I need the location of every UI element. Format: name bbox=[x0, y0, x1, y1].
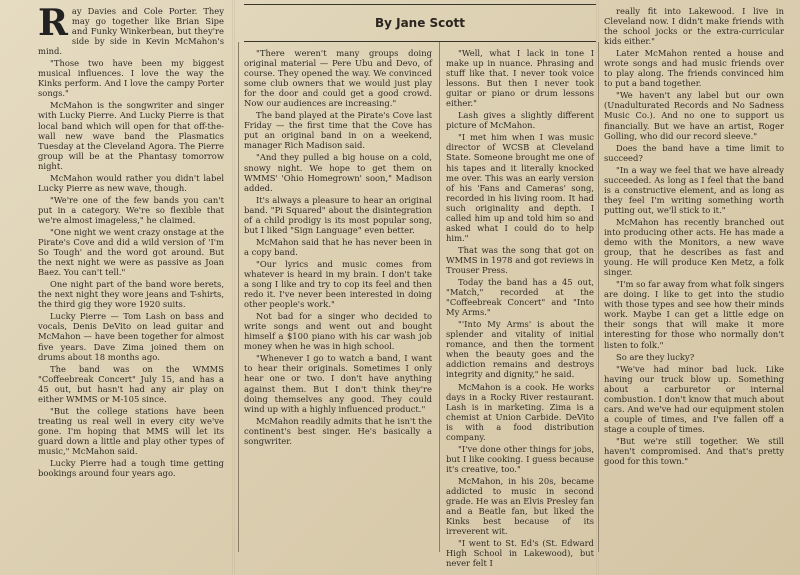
article-column-4 bbox=[604, 6, 784, 468]
article-paragraph: So are they lucky? bbox=[616, 351, 695, 362]
article-paragraph: It's always a pleasure to hear an original band. "Pi Squared" about the disintegration of a child prodigy is its most popular song, but I liked "Sign Language" even better. bbox=[244, 194, 432, 235]
article-paragraph: "One night we went crazy onstage at the Pirate's Cove and did a wild version of 'I'm So Tough' and the word got around. But the next night we were as passive as Joan Baez. You can't tell." bbox=[38, 226, 224, 278]
article-paragraph: "Whenever I go to watch a band, I want to hear their originals. Sometimes I only hear one or two. I don't have anything against them. But I don't think they're doing themselves any good. They could wind up with a highly influenced product." bbox=[244, 353, 432, 414]
column-rule bbox=[439, 42, 440, 552]
article-paragraph: "And they pulled a big house on a cold, snowy night. We hope to get them on WMMS' 'Ohio Homegrown' soon," Madison added. bbox=[244, 152, 432, 193]
article-paragraph: Does the band have a time limit to succeed? bbox=[604, 142, 784, 163]
column-rule bbox=[598, 42, 599, 552]
article-column-3 bbox=[446, 48, 594, 570]
column-body bbox=[38, 58, 224, 478]
article-paragraph: "We've had minor bad luck. Like having our truck blow up. Something about a carburetor or internal combustion. I don't know that much about cars. And we've had our equipment stolen a couple of times, and I've fallen off a stage a couple of times. bbox=[604, 363, 784, 434]
article-paragraph: "We haven't any label but our own (Unadulturated Records and No Sadness Music Co.). And no one to support us financially. But we have an artist, Roger Golling, who did our record sleeve." bbox=[604, 90, 784, 141]
article-paragraph: Lucky Pierre — Tom Lash on bass and vocals, Denis DeVito on lead guitar and McMahon — have been together for almost five years. Dave Zima joined them on drums about 18 months ago. bbox=[38, 311, 224, 362]
article-paragraph: "I met him when I was music director of WCSB at Cleveland State. Someone brought me one of his tapes and it literally knocked me over. This was an early version of his 'Fans and Cameras' song, recorded in his living room. It had such originality and depth. I called him up and told him so and asked what I could do to help him." bbox=[446, 132, 594, 243]
article-paragraph: "I went to St. Ed's (St. Edward High School in Lakewood), but never felt I bbox=[446, 538, 594, 569]
article-paragraph: Today the band has a 45 out, "Match," recorded at the "Coffeebreak Concert" and "Into My Arms." bbox=[446, 277, 594, 318]
article-paragraph: McMahon is the songwriter and singer with Lucky Pierre. And Lucky Pierre is that local band which will open for that off-the-wall new wave band the Plasmatics Tuesday at the Cleveland Agora. The Pierre group will be at the Phantasy tomorrow night. bbox=[38, 100, 224, 171]
article-column-2 bbox=[244, 48, 432, 448]
article-paragraph: That was the song that got on WMMS in 1978 and got reviews in Trouser Press. bbox=[446, 244, 594, 275]
article-paragraph: "I've done other things for jobs, but I like cooking. I guess because it's creative, too." bbox=[446, 443, 594, 474]
article-paragraph: One night part of the band wore berets, the next night they wore jeans and T-shirts, the third gig they wore 1920 suits. bbox=[38, 279, 224, 310]
lead-paragraph bbox=[38, 2, 224, 57]
article-paragraph: Lucky Pierre had a tough time getting bookings around four years ago. bbox=[38, 458, 224, 479]
article-paragraph: "Well, what I lack in tone I make up in nuance. Phrasing and stuff like that. I never took voice lessons. But then I never took guitar or piano or drum lessons either." bbox=[446, 48, 594, 109]
byline-bar bbox=[244, 4, 596, 42]
article-paragraph: "I'm so far away from what folk singers are doing. I like to get into the studio with those types and see how their minds work. Maybe I can get a little edge on their songs that will make it more interesting for those who normally don't listen to folk." bbox=[604, 279, 784, 350]
paper-crease bbox=[232, 0, 235, 575]
article-paragraph: "We're one of the few bands you can't put in a category. We're so flexible that we're almost imageless," he claimed. bbox=[38, 194, 224, 225]
column-body bbox=[604, 6, 784, 466]
article-paragraph: "Those two have been my biggest musical influences. I love the way the Kinks perform. And I love the campy Porter songs." bbox=[38, 58, 224, 99]
article-paragraph: McMahon has recently branched out into producing other acts. He has made a demo with the Monitors, a new wave group, that he describes as fast and young. He will produce Ken Metz, a folk singer. bbox=[604, 216, 784, 278]
article-paragraph: "In a way we feel that we have already succeeded. As long as I feel that the band is a constructive element, and as long as they feel I'm writing something worth putting out, we'll stick to it." bbox=[604, 164, 784, 215]
article-paragraph: "There weren't many groups doing original material — Pere Ubu and Devo, of course. They opened the way. We convinced some club owners that we would just play for the door and could get a good crowd. Now our audiences are increasing." bbox=[244, 48, 432, 109]
article-paragraph: Not bad for a singer who decided to write songs and went out and bought himself a $100 piano with his car wash job money when he was in high school. bbox=[244, 311, 432, 352]
article-column-1 bbox=[38, 2, 224, 480]
article-paragraph: "But we're still together. We still haven't compromised. And that's pretty good for this town." bbox=[604, 435, 784, 467]
article-paragraph: "Our lyrics and music comes from whatever is heard in my brain. I don't take a song I like and try to cop its feel and then redo it. I've never been interested in doing other people's work." bbox=[244, 258, 432, 310]
article-paragraph: McMahon would rather you didn't label Lucky Pierre as new wave, though. bbox=[38, 172, 224, 193]
drop-cap: R bbox=[38, 2, 68, 44]
article-paragraph: Lash gives a slightly different picture of McMahon. bbox=[446, 110, 594, 131]
article-paragraph: McMahon readily admits that he isn't the continent's best singer. He's basically a songwriter. bbox=[244, 415, 432, 446]
lead-text: ay Davies and Cole Porter. They may go together like Brian Sipe and Funky Winkerbean, but they're side by side in Kevin McMahon's mind. bbox=[38, 6, 224, 57]
column-body bbox=[244, 48, 432, 446]
article-paragraph: McMahon, in his 20s, became addicted to music in second grade. He was an Elvis Presley fan and a Beatle fan, but liked the Kinks best because of its irreverent wit. bbox=[446, 475, 594, 537]
column-rule bbox=[238, 42, 239, 552]
column-body bbox=[446, 48, 594, 568]
article-paragraph: Later McMahon rented a house and wrote songs and had music friends over to play along. The friends convinced him to put a band together. bbox=[604, 48, 784, 89]
byline: By Jane Scott bbox=[374, 16, 466, 30]
article-paragraph: The band played at the Pirate's Cove last Friday — the first time that the Cove has put an original band in on a weekend, manager Rich Madison said. bbox=[244, 110, 432, 151]
article-paragraph: McMahon is a cook. He works days in a Rocky River restaurant. Lash is in marketing. Zima is a chemist at Union Carbide. DeVito is with a food distribution company. bbox=[446, 381, 594, 442]
article-paragraph: "'Into My Arms' is about the splender and vitality of initial romance, and then the torment when the beauty goes and the addiction remains and destroys integrity and dignity," he said. bbox=[446, 319, 594, 380]
article-paragraph: "But the college stations have been treating us real well in every city we've gone. I'm hoping that MMS will let its guard down a little and play other types of music," McMahon said. bbox=[38, 405, 224, 456]
article-paragraph: McMahon said that he has never been in a copy band. bbox=[244, 236, 432, 257]
article-paragraph: really fit into Lakewood. I live in Cleveland now. I didn't make friends with the school jocks or the extra-curricular kids either." bbox=[604, 6, 784, 47]
article-paragraph: The band was on the WMMS "Coffeebreak Concert" July 15, and has a 45 out, but hasn't had any air play on either WMMS or M-105 since. bbox=[38, 363, 224, 404]
